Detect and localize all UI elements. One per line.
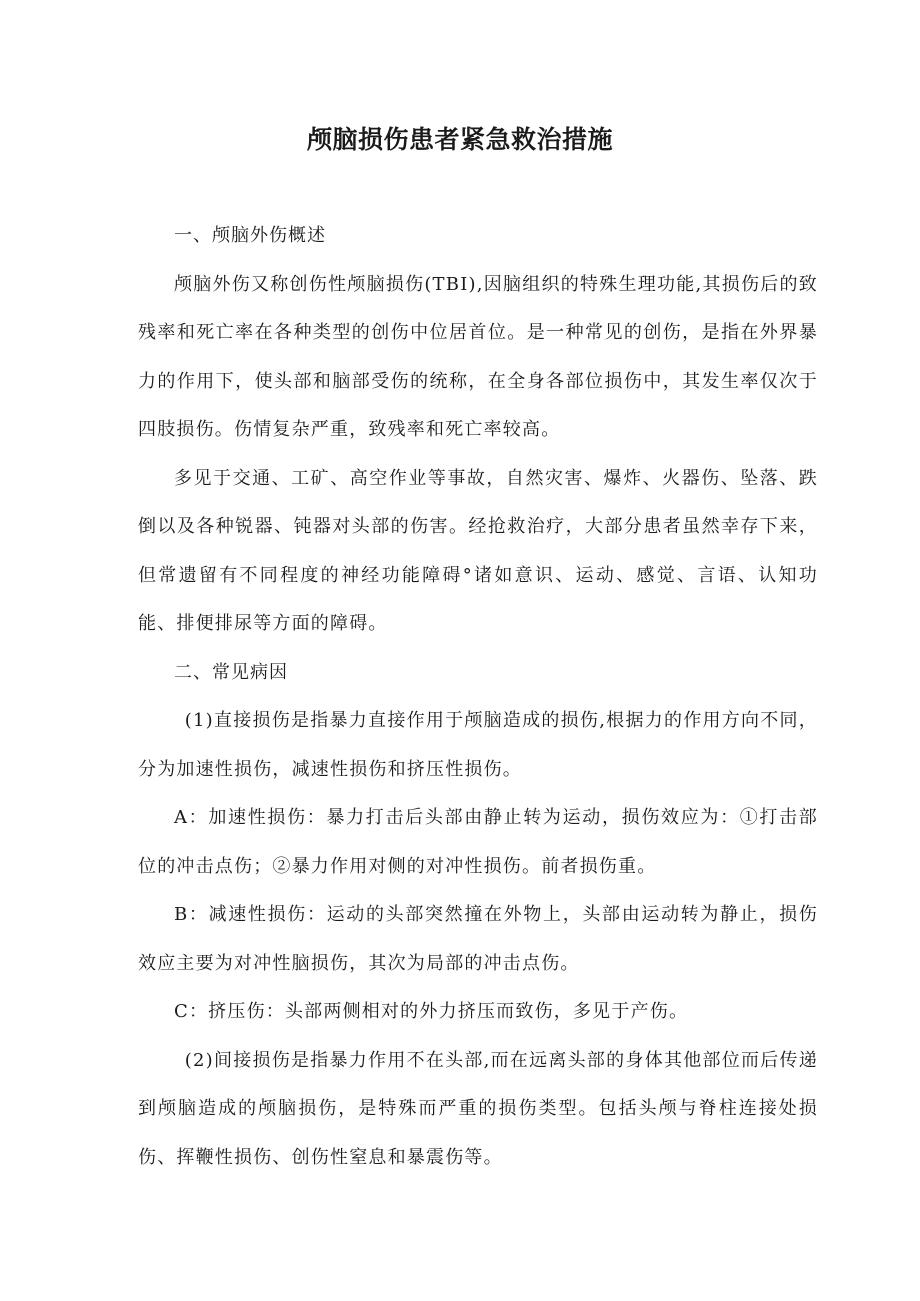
page-title: 颅脑损伤患者紧急救治措施 [306, 125, 613, 154]
paragraph-indirect-injury: (2)间接损伤是指暴力作用不在头部,而在远离头部的身体其他部位而后传递到颅脑造成的颅脑损伤，是特殊而严重的损伤类型。包括头颅与脊柱连接处损伤、挥鞭性损伤、创伤性窒息和暴震伤等。 [138, 1049, 818, 1168]
section-heading-causes: 二、常见病因 [174, 661, 288, 683]
paragraph-direct-injury: (1)直接损伤是指暴力直接作用于颅脑造成的损伤,根据力的作用方向不同，分为加速性损伤，减速性损伤和挤压性损伤。 [138, 710, 818, 780]
paragraph-tbi-definition: 颅脑外伤又称创伤性颅脑损伤(TBI),因脑组织的特殊生理功能,其损伤后的致残率和死亡率在各种类型的创伤中位居首位。是一种常见的创伤，是指在外界暴力的作用下，使头部和脑部受伤的统称，在全身各部位损伤中，其发生率仅次于四肢损伤。伤情复杂严重，致残率和死亡率较高。 [138, 273, 818, 440]
paragraph-acceleration-injury: A：加速性损伤：暴力打击后头部由静止转为运动，损伤效应为：①打击部位的冲击点伤；②暴力作用对侧的对冲性损伤。前者损伤重。 [138, 807, 818, 877]
document-body [138, 212, 818, 1182]
paragraph-crush-injury: C：挤压伤：头部两侧相对的外力挤压而致伤，多见于产伤。 [174, 1001, 689, 1022]
paragraph-deceleration-injury: B：减速性损伤：运动的头部突然撞在外物上，头部由运动转为静止，损伤效应主要为对冲性脑损伤，其次为局部的冲击点伤。 [138, 904, 818, 974]
section-heading-overview: 一、颅脑外伤概述 [174, 225, 326, 246]
paragraph-common-causes-overview: 多见于交通、工矿、高空作业等事故，自然灾害、爆炸、火器伤、坠落、跌倒以及各种锐器、钝器对头部的伤害。经抢救治疗，大部分患者虽然幸存下来，但常遗留有不同程度的神经功能障碍°诸如意识、运动、感觉、言语、认知功能、排便排尿等方面的障碍。 [138, 467, 818, 634]
